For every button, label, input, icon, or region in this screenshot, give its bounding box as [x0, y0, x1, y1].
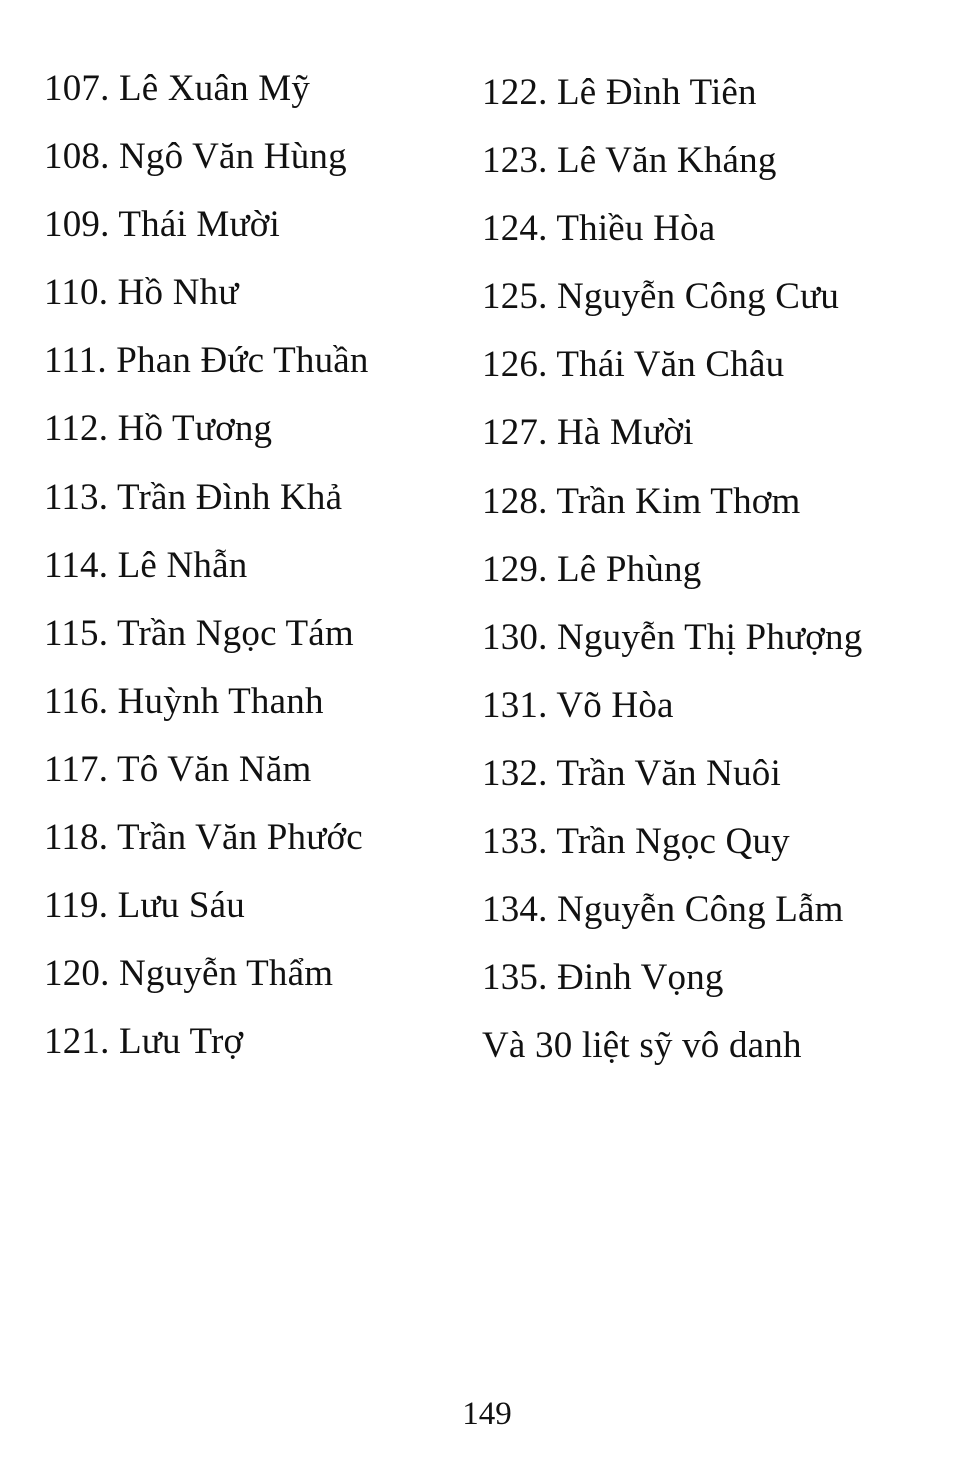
list-item-unnamed-martyrs: Và 30 liệt sỹ vô danh	[482, 1025, 802, 1067]
list-item: 121. Lưu Trợ	[44, 1021, 244, 1063]
list-item: 125. Nguyễn Công Cưu	[482, 276, 840, 318]
list-item: 131. Võ Hòa	[482, 684, 674, 726]
list-item: 109. Thái Mười	[44, 204, 280, 246]
list-item: 116. Huỳnh Thanh	[44, 680, 324, 722]
list-item: 115. Trần Ngọc Tám	[44, 612, 354, 654]
list-item: 135. Đinh Vọng	[482, 957, 724, 999]
list-item: 111. Phan Đức Thuần	[44, 340, 369, 382]
name-list-left	[44, 64, 464, 1085]
list-item: 108. Ngô Văn Hùng	[44, 136, 347, 178]
list-item: 119. Lưu Sáu	[44, 885, 245, 927]
list-item: 130. Nguyễn Thị Phượng	[482, 616, 863, 658]
list-item: 133. Trần Ngọc Quy	[482, 821, 790, 863]
list-item: 113. Trần Đình Khả	[44, 476, 343, 518]
list-item: 132. Trần Văn Nuôi	[482, 752, 781, 794]
list-item: 128. Trần Kim Thơm	[482, 480, 801, 522]
name-list-right	[482, 64, 952, 1085]
list-item: 118. Trần Văn Phước	[44, 817, 363, 859]
list-item: 134. Nguyễn Công Lẫm	[482, 889, 844, 931]
page-number: 149	[462, 1396, 512, 1432]
list-item: 112. Hồ Tương	[44, 408, 273, 450]
list-item: 127. Hà Mười	[482, 412, 694, 454]
list-item: 124. Thiều Hòa	[482, 208, 716, 250]
list-item: 126. Thái Văn Châu	[482, 344, 785, 386]
list-item: 123. Lê Văn Kháng	[482, 140, 777, 182]
list-item: 110. Hồ Như	[44, 272, 239, 314]
list-item: 122. Lê Đình Tiên	[482, 72, 757, 113]
list-item: 129. Lê Phùng	[482, 548, 702, 590]
list-item: 117. Tô Văn Năm	[44, 748, 312, 790]
list-item: 120. Nguyễn Thẩm	[44, 953, 334, 995]
list-item: 114. Lê Nhẫn	[44, 544, 248, 586]
list-item: 107. Lê Xuân Mỹ	[44, 68, 311, 109]
